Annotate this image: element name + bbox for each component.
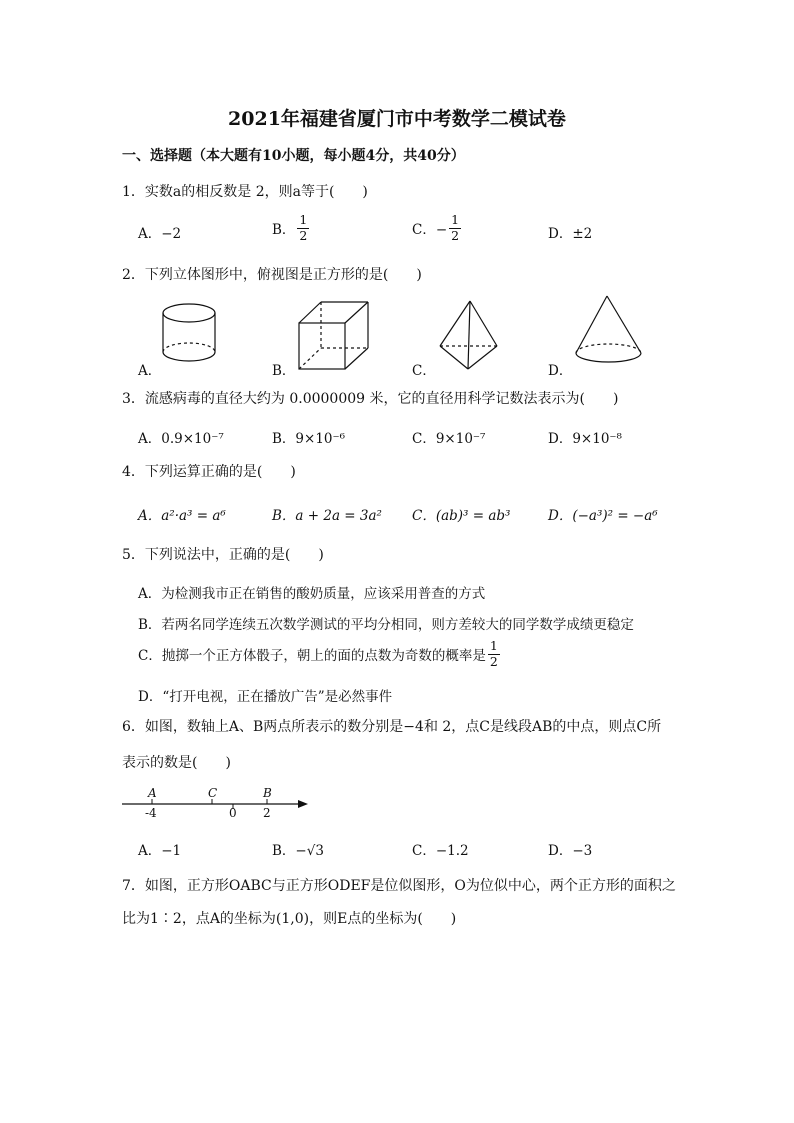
tick-label-minus-4: -4 bbox=[145, 806, 157, 820]
q6-option-c: C．−1.2 bbox=[412, 843, 469, 859]
point-b-label: B bbox=[263, 786, 272, 800]
tick-label-2: 2 bbox=[263, 806, 271, 820]
fraction-numerator: 1 bbox=[451, 212, 460, 227]
q4-option-b: B．a + 2a = 3a² bbox=[272, 508, 382, 524]
fraction-denominator: 2 bbox=[451, 227, 460, 243]
q1-option-b-label: B． bbox=[272, 222, 296, 238]
q6-option-d: D．−3 bbox=[548, 843, 593, 859]
question-6-stem-line2: 表示的数是( ) bbox=[122, 755, 231, 771]
q5-option-d: D．“打开电视，正在播放广告”是必然事件 bbox=[138, 689, 393, 705]
q4-option-d: D．(−a³)² = −a⁶ bbox=[548, 508, 658, 524]
page-title: 2021年福建省厦门市中考数学二模试卷 bbox=[228, 108, 566, 130]
q4-option-c: C．(ab)³ = ab³ bbox=[412, 508, 511, 524]
q1-option-a: A．−2 bbox=[138, 226, 182, 242]
point-c-label: C bbox=[208, 786, 218, 800]
q2-option-a: A． bbox=[138, 363, 162, 379]
q3-option-b: B．9×10⁻⁶ bbox=[272, 431, 346, 447]
question-7-stem-line2: 比为1∶2，点A的坐标为(1,0)，则E点的坐标为( ) bbox=[122, 911, 457, 927]
q3-option-c: C．9×10⁻⁷ bbox=[412, 431, 486, 447]
q3-option-a: A．0.9×10⁻⁷ bbox=[138, 431, 224, 447]
q1-option-c-label: C．− bbox=[412, 222, 448, 238]
q5-option-a: A．为检测我市正在销售的酸奶质量，应该采用普查的方式 bbox=[138, 586, 486, 602]
tick-label-0: 0 bbox=[229, 806, 237, 820]
q6-option-b: B．−√3 bbox=[272, 843, 324, 859]
section-heading: 一、选择题（本大题有10小题，每小题4分，共40分） bbox=[122, 148, 465, 164]
q1-option-d: D．±2 bbox=[548, 226, 593, 242]
question-6-stem-line1: 6．如图，数轴上A、B两点所表示的数分别是−4和 2，点C是线段AB的中点，则点C所 bbox=[122, 719, 662, 735]
question-2-stem: 2．下列立体图形中，俯视图是正方形的是( ) bbox=[122, 267, 422, 283]
q2-option-d: D． bbox=[548, 363, 573, 379]
q5-option-b: B．若两名同学连续五次数学测试的平均分相同，则方差较大的同学数学成绩更稳定 bbox=[138, 617, 634, 633]
q4-option-a: A．a²·a³ = a⁶ bbox=[138, 508, 226, 524]
q3-option-d: D．9×10⁻⁸ bbox=[548, 431, 622, 447]
question-3-stem: 3．流感病毒的直径大约为 0.0000009 米，它的直径用科学记数法表示为( ) bbox=[122, 391, 619, 407]
fraction-denominator: 2 bbox=[489, 653, 498, 669]
fraction-numerator: 1 bbox=[299, 212, 308, 227]
question-7-stem-line1: 7．如图，正方形OABC与正方形ODEF是位似图形，O为位似中心，两个正方形的面积之 bbox=[122, 878, 676, 894]
point-a-label: A bbox=[148, 786, 157, 800]
q6-option-a: A．−1 bbox=[138, 843, 182, 859]
q2-option-b: B． bbox=[272, 363, 296, 379]
q5-option-c-text: C．抛掷一个正方体骰子，朝上的面的点数为奇数的概率是 bbox=[138, 648, 486, 664]
fraction-numerator: 1 bbox=[489, 638, 498, 653]
fraction-denominator: 2 bbox=[299, 227, 308, 243]
question-1-stem: 1．实数a的相反数是 2，则a等于( ) bbox=[122, 184, 368, 200]
q2-option-c: C． bbox=[412, 363, 436, 379]
question-4-stem: 4．下列运算正确的是( ) bbox=[122, 464, 296, 480]
question-5-stem: 5．下列说法中，正确的是( ) bbox=[122, 547, 324, 563]
